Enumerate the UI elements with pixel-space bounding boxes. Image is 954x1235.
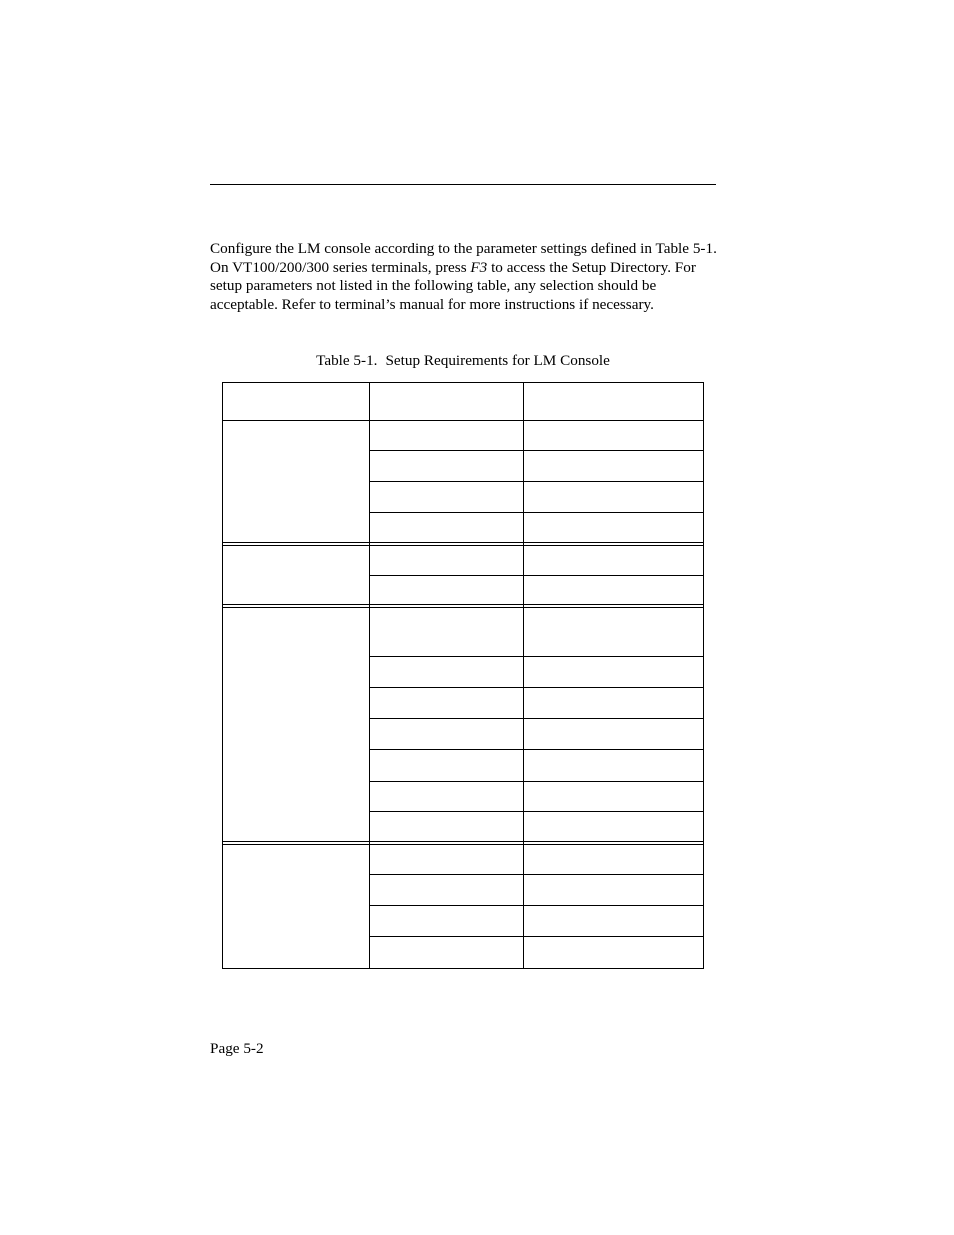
group-divider <box>223 841 703 842</box>
header-row-divider <box>223 420 703 421</box>
table-caption-title: Setup Requirements for LM Console <box>385 352 610 369</box>
column-divider-1 <box>369 383 370 968</box>
row-divider <box>369 936 703 937</box>
group-divider <box>223 545 703 546</box>
group-divider <box>223 607 703 608</box>
group-divider <box>223 844 703 845</box>
page-number: Page 5-2 <box>210 1040 264 1057</box>
row-divider <box>369 481 703 482</box>
intro-paragraph <box>210 240 720 314</box>
column-divider-2 <box>523 383 524 968</box>
intro-text-part2: to access the Setup Directory. For setup parameters not listed in the following table, any selection should be acceptable. Refer to terminal’s manual for more instructions if necessary. <box>210 258 696 313</box>
row-divider <box>369 874 703 875</box>
intro-text-part1: Configure the LM console according to the parameter settings defined in Table 5-1. On VT100/200/300 series terminals, press <box>210 240 717 276</box>
table-caption-label: Table 5-1. <box>316 352 378 369</box>
table-caption <box>222 352 704 370</box>
row-divider <box>369 656 703 657</box>
row-divider <box>369 718 703 719</box>
group-divider <box>223 542 703 543</box>
row-divider <box>369 575 703 576</box>
row-divider <box>369 781 703 782</box>
row-divider <box>369 450 703 451</box>
setup-requirements-table <box>222 382 704 969</box>
group-divider <box>223 604 703 605</box>
intro-key-f3: F3 <box>470 258 488 276</box>
header-rule <box>210 184 716 185</box>
row-divider <box>369 512 703 513</box>
row-divider <box>369 749 703 750</box>
row-divider <box>369 687 703 688</box>
row-divider <box>369 811 703 812</box>
row-divider <box>369 905 703 906</box>
